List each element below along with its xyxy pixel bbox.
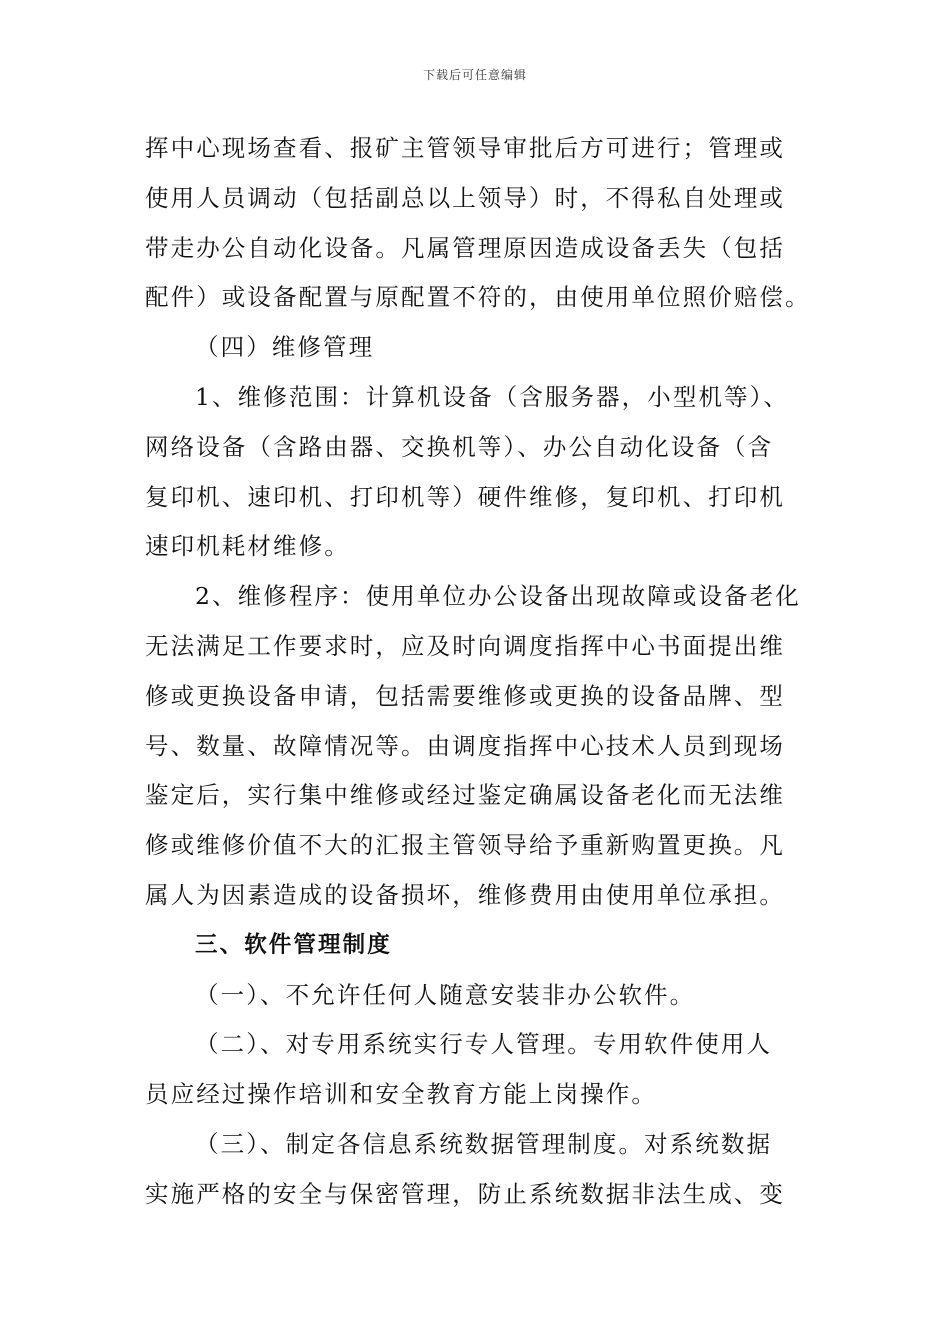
text-line: 修或维修价值不大的汇报主管领导给予重新购置更换。凡 [145,831,785,860]
page-header: 下载后可任意编辑 [422,68,527,82]
text-line: 使用人员调动（包括副总以上领导）时，不得私自处理或 [145,183,785,212]
text-line: 1、维修范围：计算机设备（含服务器，小型机等）、 [195,382,790,411]
text-line: 修或更换设备申请，包括需要维修或更换的设备品牌、型 [145,681,785,710]
text-line: 网络设备（含路由器、交换机等）、办公自动化设备（含 [145,432,774,461]
text-line: 鉴定后，实行集中维修或经过鉴定确属设备老化而无法维 [145,781,785,810]
text-line: （一）、不允许任何人随意安装非办公软件。 [195,980,696,1009]
text-line: 配件）或设备配置与原配置不符的，由使用单位照价赔偿。 [145,283,811,312]
text-line: 复印机、速印机、打印机等）硬件维修，复印机、打印机 [145,482,785,511]
text-line: 实施严格的安全与保密管理，防止系统数据非法生成、变 [145,1179,785,1208]
text-line: （二）、对专用系统实行专人管理。专用软件使用人 [195,1030,773,1059]
text-line: 员应经过操作培训和安全教育方能上岗操作。 [145,1080,657,1109]
section-heading: 三、软件管理制度 [195,931,392,958]
text-line: 2、维修程序：使用单位办公设备出现故障或设备老化 [195,582,801,611]
subsection-heading: （四）维修管理 [195,333,375,362]
text-line: （三）、制定各信息系统数据管理制度。对系统数据 [195,1129,773,1158]
text-line: 速印机耗材维修。 [145,532,350,561]
text-line: 带走办公自动化设备。凡属管理原因造成设备丢失（包括 [145,233,785,262]
text-line: 无法满足工作要求时，应及时向调度指挥中心书面提出维 [145,631,785,660]
text-line: 挥中心现场查看、报矿主管领导审批后方可进行；管理或 [145,134,785,162]
document-body [145,124,811,1220]
text-line: 属人为因素造成的设备损坏，维修费用由使用单位承担。 [145,880,785,909]
text-line: 号、数量、故障情况等。由调度指挥中心技术人员到现场 [145,731,785,760]
